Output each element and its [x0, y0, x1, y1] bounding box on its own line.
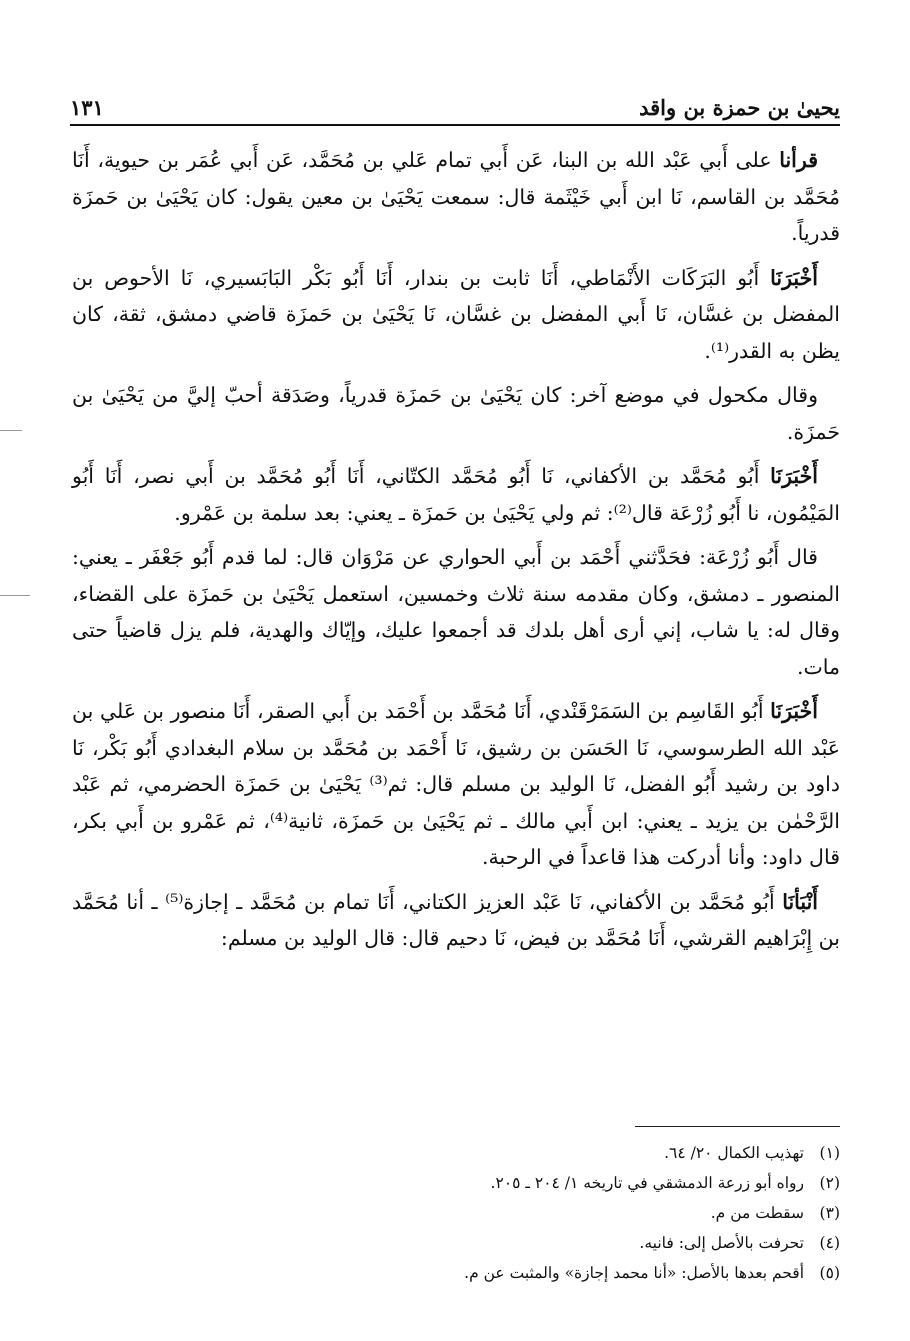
paragraph-lead: أَخْبَرَنَا [770, 265, 818, 290]
footnote-number: (٤) [819, 1234, 840, 1252]
paragraph [72, 539, 840, 685]
paragraph-lead: أَخْبَرَنَا [770, 464, 818, 488]
main-text [72, 142, 840, 965]
paragraph [72, 693, 840, 876]
paragraph-text: أَبُو القَاسِم بن السَمَرْقَنْدي، أَنَا مُحَمَّد بن أَحْمَد بن أَبي الصقر، أَنَا منصور بن عَلي بن عَبْد الله الطرسوسي، نَا الحَسَن بن رشيق، نَا أَحْمَد بن مُحَمَّد بن سلام البغدادي أَبُو بَكْر، نَا داود بن رشيد أَبُو الفضل، نَا الوليد بن مسلم قال: ثم⁽³⁾ يَحْيَىٰ بن حَمزَة الحضرمي، ثم عَبْد الرَّحْمٰن بن يزيد ـ يعني: ابن أَبي مالك ـ ثم يَحْيَىٰ بن حَمزَة، ثانية⁽⁴⁾، ثم عَمْرو بن أَبي بكر، قال داود: وأنا أدركت هذا قاعداً في الرحبة. [72, 699, 840, 869]
footnote-separator [635, 1126, 840, 1127]
footnote [72, 1168, 840, 1198]
paragraph-text: أَبُو البَرَكَات الأَنْمَاطي، أَنَا ثابت بن بندار، أَنَا أَبُو بَكْر البَابَسيري، نَا الأحوص بن المفضل بن غسَّان، نَا أَبي المفضل بن غسَّان، نَا يَحْيَىٰ بن حَمزَة قاضي دمشق، ثقة، كان يظن به القدر⁽¹⁾. [72, 265, 840, 363]
paragraph [72, 458, 840, 531]
paragraph-text: أَبُو مُحَمَّد بن الأكفاني، نَا عَبْد العزيز الكتاني، أَنَا تمام بن مُحَمَّد ـ إجازة⁽⁵⁾ ـ أنا مُحَمَّد بن إِبْرَاهيم القرشي، أَنَا مُحَمَّد بن فيض، نَا دحيم قال: قال الوليد بن مسلم: [72, 889, 840, 950]
footnote-number: (٣) [819, 1204, 840, 1222]
paragraph-text: أَبُو مُحَمَّد بن الأكفاني، نَا أَبُو مُحَمَّد الكتّاني، أَنَا أَبُو مُحَمَّد بن أَبي نصر، أَنَا أَبُو المَيْمُون، نا أَبُو زُرْعَة قال⁽²⁾: ثم ولي يَحْيَىٰ بن حَمزَة ـ يعني: بعد سلمة بن عَمْرو. [72, 464, 840, 525]
paragraph-lead: أَخْبَرَنَا [770, 699, 818, 723]
footnote-number: (٥) [819, 1264, 840, 1282]
footnote-text: سقطت من م. [710, 1204, 804, 1222]
running-title: يحيىٰ بن حمزة بن واقد [639, 95, 840, 120]
paragraph [72, 260, 840, 370]
footnote [72, 1198, 840, 1228]
header-rule [70, 124, 840, 126]
footnote [72, 1228, 840, 1258]
footnote-number: (١) [819, 1144, 840, 1162]
footnotes [72, 1138, 840, 1288]
paragraph-text: وقال مكحول في موضع آخر: كان يَحْيَىٰ بن حَمزَة قدرياً، وصَدَقة أحبّ إليَّ من يَحْيَىٰ بن حَمزَة. [72, 383, 840, 444]
scan-margin-mark [0, 595, 30, 596]
paragraph-lead: أَنْبَأنَا [782, 889, 818, 914]
paragraph-text: قال أَبُو زُرْعَة: فحَدَّثني أَحْمَد بن أَبي الحواري عن مَرْوَان قال: لما قدم أَبُو جَعْفَر ـ يعني: المنصور ـ دمشق، وكان مقدمه سنة ثلاث وخمسين، استعمل يَحْيَىٰ بن حَمزَة على القضاء، وقال له: يا شاب، إني أرى أهل بلدك قد أجمعوا عليك، وإيّاك والهدية، فلم يزل قاضياً حتى مات. [72, 545, 840, 679]
paragraph [72, 377, 840, 450]
footnote [72, 1258, 840, 1288]
paragraph-text: على أَبي عَبْد الله بن البنا، عَن أَبي تمام عَلي بن مُحَمَّد، عَن أَبي عُمَر بن حيوية، أَنَا مُحَمَّد بن القاسم، نَا ابن أَبي خَيْثَمة قال: سمعت يَحْيَىٰ بن معين يقول: كان يَحْيَىٰ بن حَمزَة قدرياً. [72, 148, 840, 245]
scan-margin-mark [0, 430, 22, 431]
footnote-text: تهذيب الكمال ٢٠/ ٦٤. [664, 1144, 804, 1162]
footnote-text: رواه أبو زرعة الدمشقي في تاريخه ١/ ٢٠٤ ـ ٢٠٥. [490, 1174, 804, 1192]
paragraph [72, 142, 840, 252]
footnote-number: (٢) [819, 1174, 840, 1192]
paragraph [72, 884, 840, 957]
footnote-text: أقحم بعدها بالأصل: «أنا محمد إجازة» والمثبت عن م. [464, 1264, 804, 1282]
page-header [70, 80, 840, 120]
footnote [72, 1138, 840, 1168]
page-number: ١٣١ [70, 95, 104, 120]
paragraph-lead: قرأنا [779, 148, 818, 172]
footnote-text: تحرفت بالأصل إلى: فانيه. [639, 1234, 804, 1252]
